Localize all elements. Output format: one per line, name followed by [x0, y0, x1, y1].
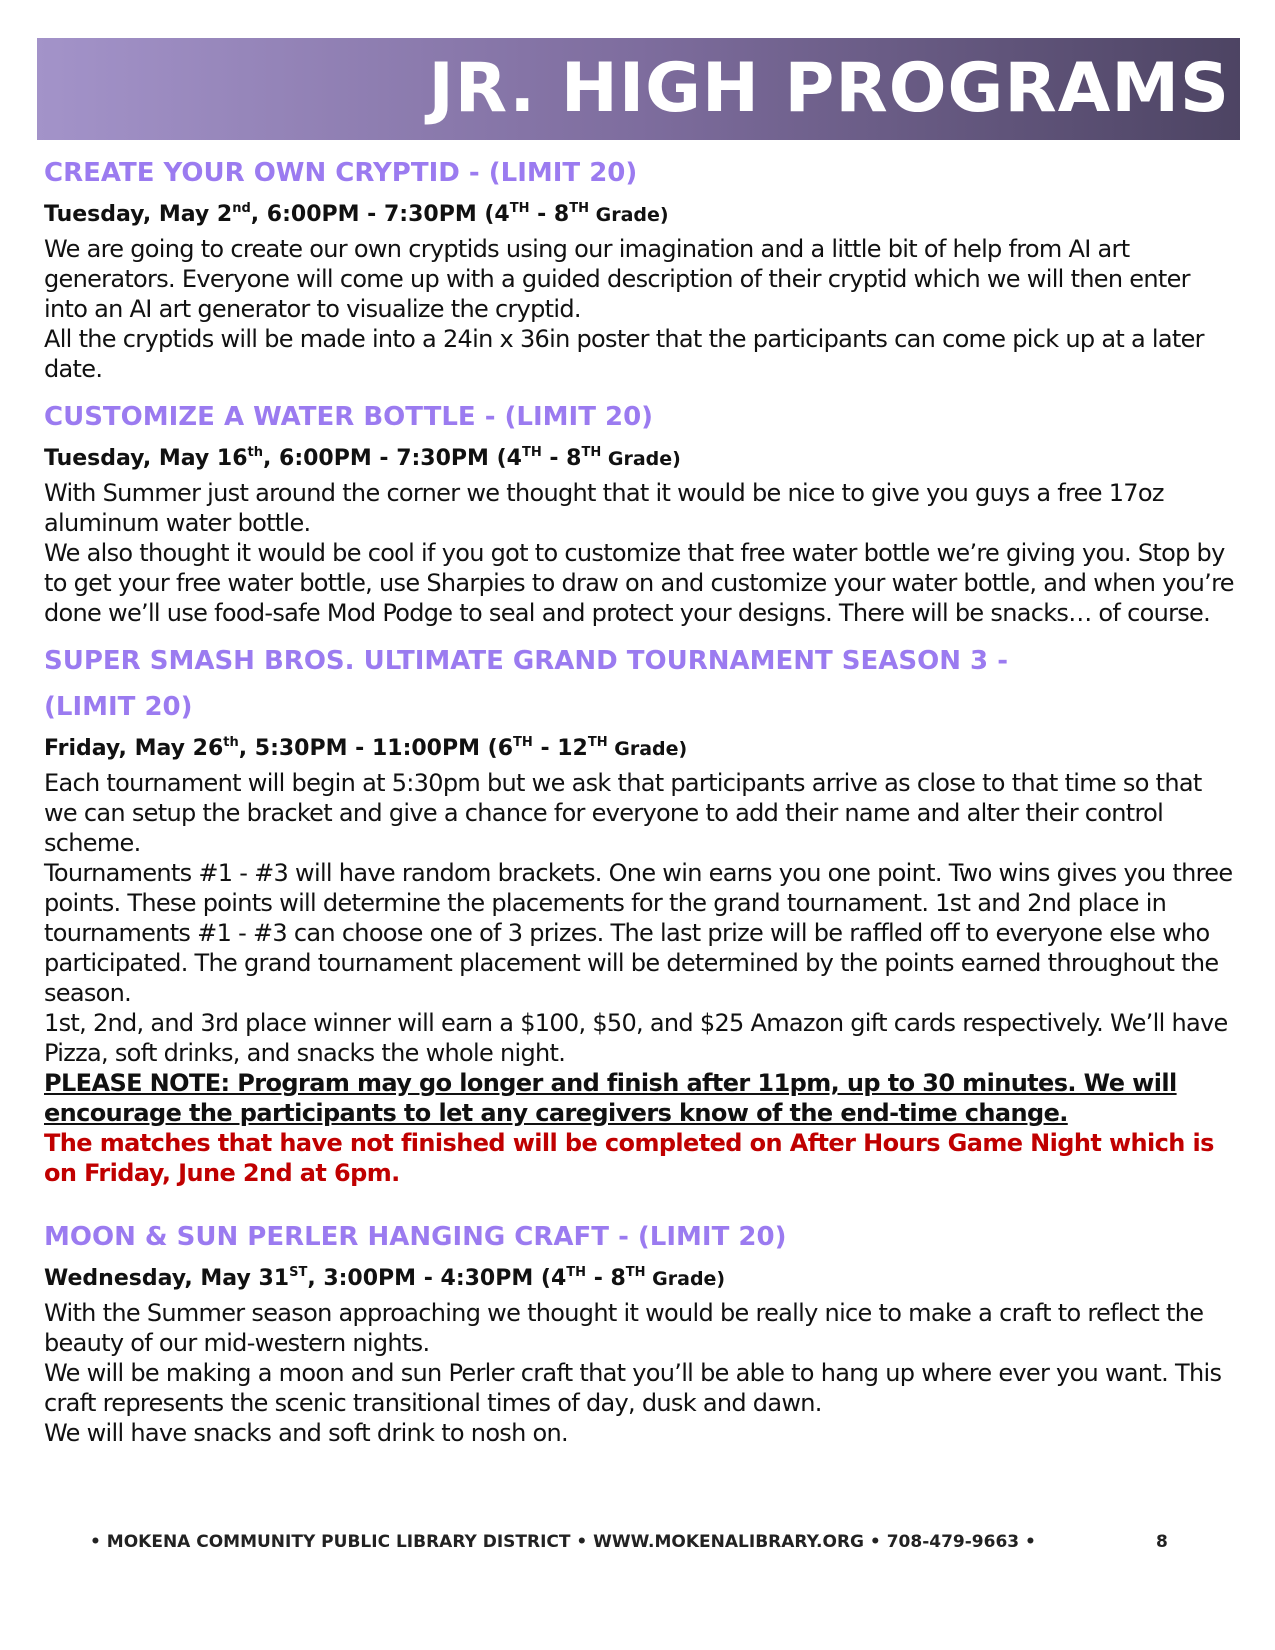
program-section — [44, 1214, 1234, 1448]
header-banner — [37, 38, 1240, 140]
section-title: CREATE YOUR OWN CRYPTID - (LIMIT 20) — [44, 158, 638, 188]
date-line — [44, 196, 1234, 234]
grade-word: Grade) — [645, 1268, 726, 1290]
grade-mid: - 8 — [529, 202, 570, 227]
date-time: , 6:00PM - 7:30PM (4 — [250, 202, 510, 227]
grade-mid: - 8 — [541, 446, 582, 471]
grade-mid: - 8 — [586, 1266, 626, 1291]
grade-word: Grade) — [607, 738, 688, 760]
section-description — [44, 1298, 1234, 1448]
section-title: SUPER SMASH BROS. ULTIMATE GRAND TOURNAMENT SEASON 3 - — [44, 646, 1008, 676]
grade-start-sup: TH — [513, 735, 533, 750]
paragraph: With the Summer season approaching we thought it would be really nice to make a craft to reflect the beauty of our mid-western nights. — [44, 1299, 1204, 1357]
date-day: Tuesday, May 2 — [44, 202, 233, 227]
date-day-sup: th — [247, 445, 263, 460]
grade-end-sup: TH — [587, 735, 608, 750]
red-notice: The matches that have not finished will be completed on After Hours Game Night which is on Friday, June 2nd at 6pm. — [44, 1129, 1214, 1187]
section-description — [44, 768, 1234, 1188]
paragraph: We also thought it would be cool if you got to customize that free water bottle we’re giving you. Stop by to get your free water bottle, use Sharpies to draw on and customize your water bottle, and when you’re done we’ll use food-safe Mod Podge to seal and protect your designs. There will be snacks… of course. — [44, 539, 1234, 627]
paragraph: 1st, 2nd, and 3rd place winner will earn a $100, $50, and $25 Amazon gift cards respectively. We’ll have Pizza, soft drinks, and snacks the whole night. — [44, 1009, 1228, 1067]
date-line — [44, 730, 1234, 768]
date-day: Tuesday, May 16 — [44, 446, 248, 471]
grade-mid: - 12 — [532, 736, 588, 761]
date-day: Friday, May 26 — [44, 736, 224, 761]
date-day-sup: ST — [289, 1265, 308, 1280]
section-title: MOON & SUN PERLER HANGING CRAFT - (LIMIT 20) — [44, 1222, 787, 1252]
footer-text: • MOKENA COMMUNITY PUBLIC LIBRARY DISTRICT • WWW.MOKENALIBRARY.ORG • 708-479-9663 • — [90, 1532, 1036, 1552]
grade-word: Grade) — [589, 204, 669, 226]
grade-end-sup: TH — [625, 1265, 646, 1280]
program-section — [44, 394, 1234, 628]
date-line — [44, 1260, 1234, 1298]
paragraph: With Summer just around the corner we thought that it would be nice to give you guys a free 17oz aluminum water bottle. — [44, 479, 1164, 537]
program-section — [44, 638, 1234, 1188]
please-note: PLEASE NOTE: Program may go longer and finish after 11pm, up to 30 minutes. We will encourage the participants to let any caregivers know of the end-time change. — [44, 1069, 1177, 1127]
page-number: 8 — [1156, 1532, 1168, 1552]
grade-start-sup: TH — [521, 445, 542, 460]
paragraph: All the cryptids will be made into a 24in x 36in poster that the participants can come pick up at a later date. — [44, 325, 1204, 383]
date-time: , 5:30PM - 11:00PM (6 — [238, 736, 514, 761]
section-description — [44, 478, 1234, 628]
paragraph: Tournaments #1 - #3 will have random brackets. One win earns you one point. Two wins gives you three points. These points will determine the placements for the grand tournament. 1st and 2nd place in tournaments #1 - #3 can choose one of 3 prizes. The last prize will be raffled off to everyone else who participated. The grand tournament placement will be determined by the points earned throughout the season. — [44, 859, 1233, 1007]
date-day: Wednesday, May 31 — [44, 1266, 290, 1291]
paragraph: Each tournament will begin at 5:30pm but we ask that participants arrive as close to that time so that we can setup the bracket and give a chance for everyone to add their name and alter their control scheme. — [44, 769, 1202, 857]
page-title: JR. HIGH PROGRAMS — [428, 49, 1230, 128]
grade-end-sup: TH — [581, 445, 602, 460]
program-section — [44, 150, 1234, 384]
date-time: , 3:00PM - 4:30PM (4 — [307, 1266, 567, 1291]
date-time: , 6:00PM - 7:30PM (4 — [263, 446, 522, 471]
grade-end-sup: TH — [569, 201, 589, 216]
date-line — [44, 440, 1234, 478]
grade-start-sup: TH — [566, 1265, 587, 1280]
section-title-continued: (LIMIT 20) — [44, 692, 193, 722]
date-day-sup: th — [223, 735, 239, 750]
section-title: CUSTOMIZE A WATER BOTTLE - (LIMIT 20) — [44, 402, 654, 432]
paragraph: We will have snacks and soft drink to nosh on. — [44, 1419, 568, 1447]
paragraph: We will be making a moon and sun Perler craft that you’ll be able to hang up where ever you want. This craft represents the scenic transitional times of day, dusk and dawn. — [44, 1359, 1222, 1417]
grade-start-sup: TH — [509, 201, 530, 216]
date-day-sup: nd — [232, 201, 251, 216]
paragraph: We are going to create our own cryptids using our imagination and a little bit of help from AI art generators. Everyone will come up with a guided description of their cryptid which we will then enter into an AI art generator to visualize the cryptid. — [44, 235, 1190, 323]
program-list — [44, 150, 1234, 1448]
grade-word: Grade) — [601, 448, 681, 470]
section-description — [44, 234, 1234, 384]
